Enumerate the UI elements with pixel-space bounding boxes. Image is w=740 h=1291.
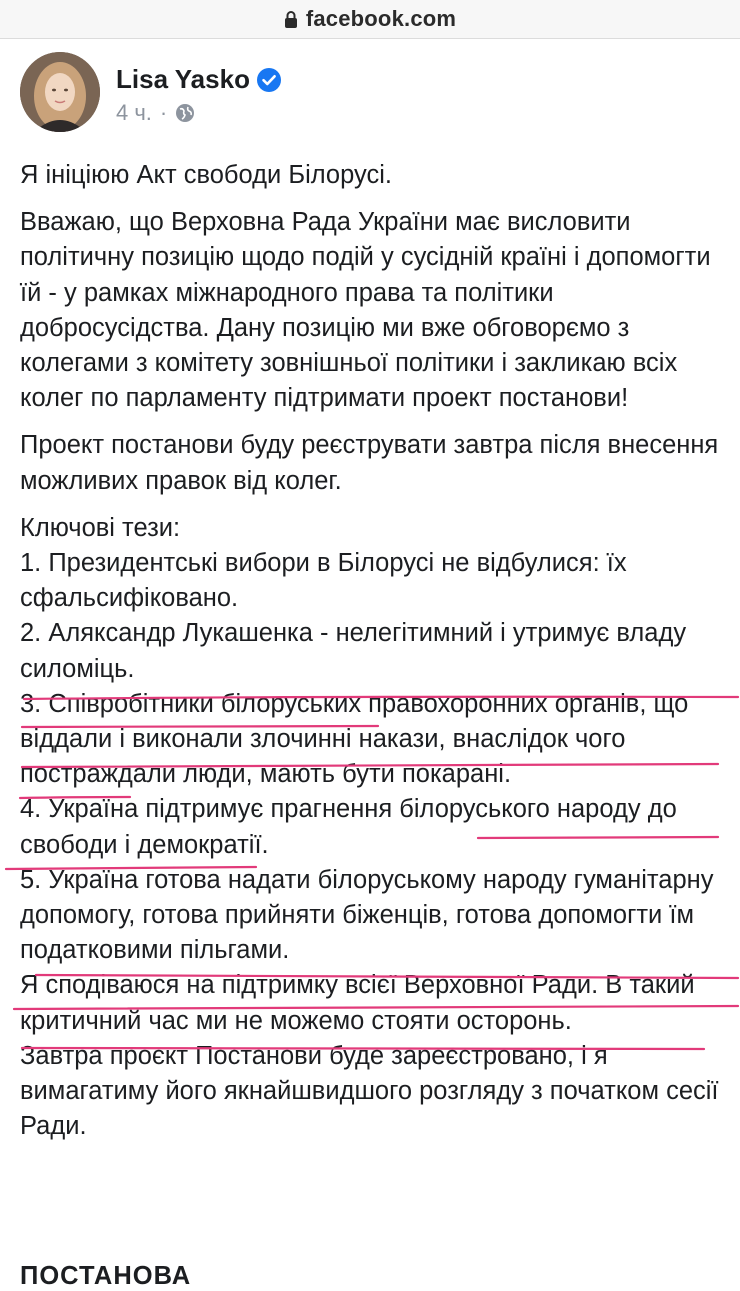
- meta-separator: ·: [159, 100, 168, 125]
- cut-off-heading: ПОСТАНОВА: [20, 1262, 192, 1290]
- avatar[interactable]: [20, 52, 100, 132]
- post-header: [20, 52, 720, 134]
- thesis-3: 3. Співробітники білоруських правохоронних органів, що віддали і виконали злочинні накази, внаслідок чого постраждали люди, мають бути покарані.: [20, 689, 689, 789]
- closing-registration: Завтра проєкт Постанови буде зареєстровано, і я вимагатиму його якнайшвидшого розгляду з початком сесії Ради.: [20, 1041, 719, 1141]
- paragraph-intro: Я ініціюю Акт свободи Білорусі.: [20, 161, 392, 189]
- avatar-photo-icon: [20, 52, 100, 132]
- author-name[interactable]: Lisa Yasko: [116, 64, 250, 94]
- thesis-1: 1. Президентські вибори в Білорусі не відбулися: їх сфальсифіковано.: [20, 549, 627, 613]
- lock-icon: [284, 10, 298, 28]
- url-domain: facebook.com: [305, 6, 457, 31]
- post-text: [20, 158, 725, 1144]
- browser-address-bar[interactable]: [0, 0, 740, 39]
- paragraph-position: Вважаю, що Верховна Рада України має висловити політичну позицію щодо подій у сусідній країні і допомогти їй - у рамках міжнародного права та політики добросусідства. Дану позицію ми вже обговорємо з колегами з комітету зовнішньої політики і закликаю всіх колег по парламенту підтримати проект постанови!: [20, 208, 711, 413]
- verified-badge-icon: [256, 67, 282, 93]
- globe-icon: [175, 103, 195, 123]
- closing-support: Я сподіваюся на підтримку всієї Верховної Ради. В такий критичний час ми не можемо стояти осторонь.: [20, 971, 695, 1035]
- paragraph-registration: Проект постанови буду реєструвати завтра після внесення можливих правок від колег.: [20, 431, 719, 495]
- thesis-2: 2. Аляксандр Лукашенка - нелегітимний і утримує владу силоміць.: [20, 619, 687, 683]
- thesis-4: 4. Україна підтримує прагнення білоруського народу до свободи і демократії.: [20, 795, 677, 859]
- post-timestamp[interactable]: 4 ч.: [116, 100, 152, 125]
- theses-title: Ключові тези:: [20, 513, 181, 542]
- thesis-5: 5. Україна готова надати білоруському народу гуманітарну допомогу, готова прийняти біженців, готова допомогти їм податковими пільгами.: [20, 865, 714, 965]
- post-meta: [116, 100, 195, 126]
- author-row: [116, 64, 282, 95]
